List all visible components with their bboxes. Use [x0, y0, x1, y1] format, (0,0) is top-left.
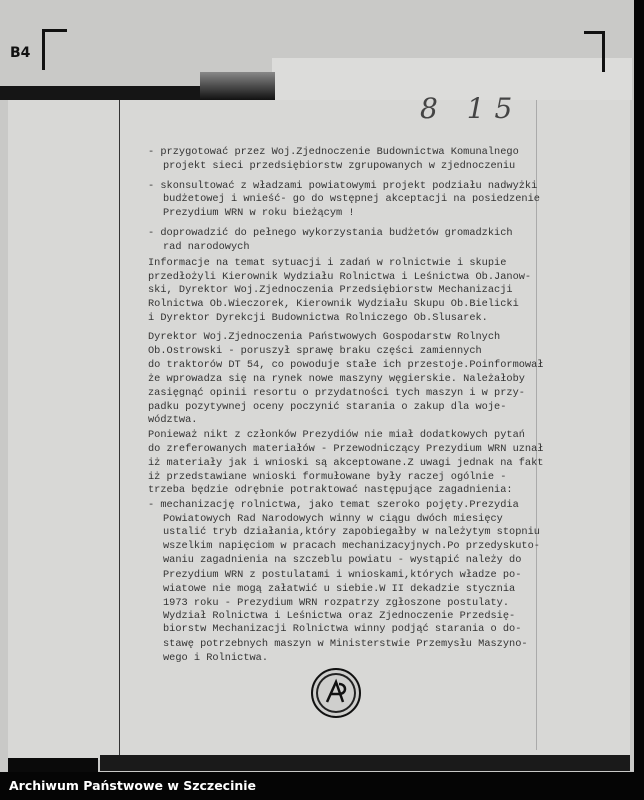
text-line: - mechanizację rolnictwa, jako temat szeroko pojęty.Prezydia: [148, 499, 519, 511]
margin-line: [119, 100, 120, 755]
text-line: budżetowej i wnieść- go do wstępnej akceptacji na posiedzenie: [163, 193, 540, 205]
text-line: wództwa.: [148, 414, 198, 426]
shadow-band: [8, 758, 98, 772]
text-line: Prezydium WRN z postulatami i wnioskami,których władze po-: [163, 569, 522, 581]
text-line: wiatowe nie mogą załatwić u siebie.W II dekadzie stycznia: [163, 583, 516, 595]
text-line: do zreferowanych materiałów - Przewodniczący Prezydium WRN uznał: [148, 443, 544, 455]
archive-stamp: [311, 668, 361, 718]
text-line: padku pozytywnej oceny poczynić starania o zakup dla woje-: [148, 401, 507, 413]
text-line: - przygotować przez Woj.Zjednoczenie Budownictwa Komunalnego: [148, 146, 519, 158]
text-line: Ob.Ostrowski - poruszył sprawę braku części zamiennych: [148, 345, 482, 357]
text-line: iż przedstawiane wnioski formułowane były raczej ogólnie -: [148, 471, 507, 483]
text-line: Wydział Rolnictwa i Leśnictwa oraz Zjednoczenie Przedsię-: [163, 610, 516, 622]
stamp-logo-icon: [313, 670, 359, 716]
text-line: Informacje na temat sytuacji i zadań w rolnictwie i skupie: [148, 257, 507, 269]
text-line: trzeba będzie odrębnie potraktować następujące zagadnienia:: [148, 484, 513, 496]
text-line: iż materiały jak i wnioski są akceptowane.Z uwagi jednak na fakt: [148, 457, 544, 469]
text-line: zasięgnąć opinii resortu o przydatności tych maszyn i w przy-: [148, 387, 525, 399]
text-line: Prezydium WRN w roku bieżącym !: [163, 207, 355, 219]
text-line: rad narodowych: [163, 241, 250, 253]
text-line: i Dyrektor Dyrekcji Budownictwa Rolniczego Ob.Slusarek.: [148, 312, 488, 324]
handwritten-page-number: 8 15: [420, 92, 523, 125]
text-line: przedłożyli Kierownik Wydziału Rolnictwa i Leśnictwa Ob.Janow-: [148, 271, 532, 283]
text-line: wego i Rolnictwa.: [163, 652, 269, 664]
corner-mark-right: [584, 31, 605, 72]
text-line: Powiatowych Rad Narodowych winny w ciągu dwóch miesięcy: [163, 513, 503, 525]
text-line: - doprowadzić do pełnego wykorzystania budżetów gromadzkich: [148, 227, 513, 239]
text-line: do traktorów DT 54, co powoduje stałe ich przestoje.Poinformował: [148, 359, 544, 371]
text-line: Rolnictwa Ob.Wieczorek, Kierownik Wydziału Skupu Ob.Bielicki: [148, 298, 519, 310]
frame-label: B4: [10, 45, 31, 61]
text-line: waniu zagadnienia na szczeblu powiatu - wystąpić należy do: [163, 554, 522, 566]
text-line: 1973 roku - Prezydium WRN rozpatrzy zgłoszone postulaty.: [163, 597, 510, 609]
text-line: Dyrektor Woj.Zjednoczenia Państwowych Gospodarstw Rolnych: [148, 331, 501, 343]
text-line: biorstw Mechanizacji Rolnictwa winny podjąć starania o do-: [163, 623, 522, 635]
shadow-band: [200, 72, 275, 100]
text-line: że wprowadza się na rynek nowe maszyny węgierskie. Należałoby: [148, 373, 525, 385]
text-line: projekt sieci przedsiębiorstw zgrupowanych w zjednoczeniu: [163, 160, 516, 172]
shadow-band: [100, 755, 630, 771]
text-line: wszelkim napięciom w pracach mechanizacyjnych.Po przedyskuto-: [163, 540, 540, 552]
text-line: stawę potrzebnych maszyn w Ministerstwie Przemysłu Maszyno-: [163, 638, 528, 650]
corner-mark-left: [42, 29, 67, 70]
text-line: Ponieważ nikt z członków Prezydiów nie miał dodatkowych pytań: [148, 429, 525, 441]
text-line: ski, Dyrektor Woj.Zjednoczenia Przedsiębiorstw Mechanizacji: [148, 284, 513, 296]
text-line: - skonsultować z władzami powiatowymi projekt podziału nadwyżki: [148, 180, 538, 192]
archive-caption: Archiwum Państwowe w Szczecinie: [9, 778, 257, 793]
text-line: ustalić tryb działania,który zapobiegałby w należytym stopniu: [163, 526, 540, 538]
